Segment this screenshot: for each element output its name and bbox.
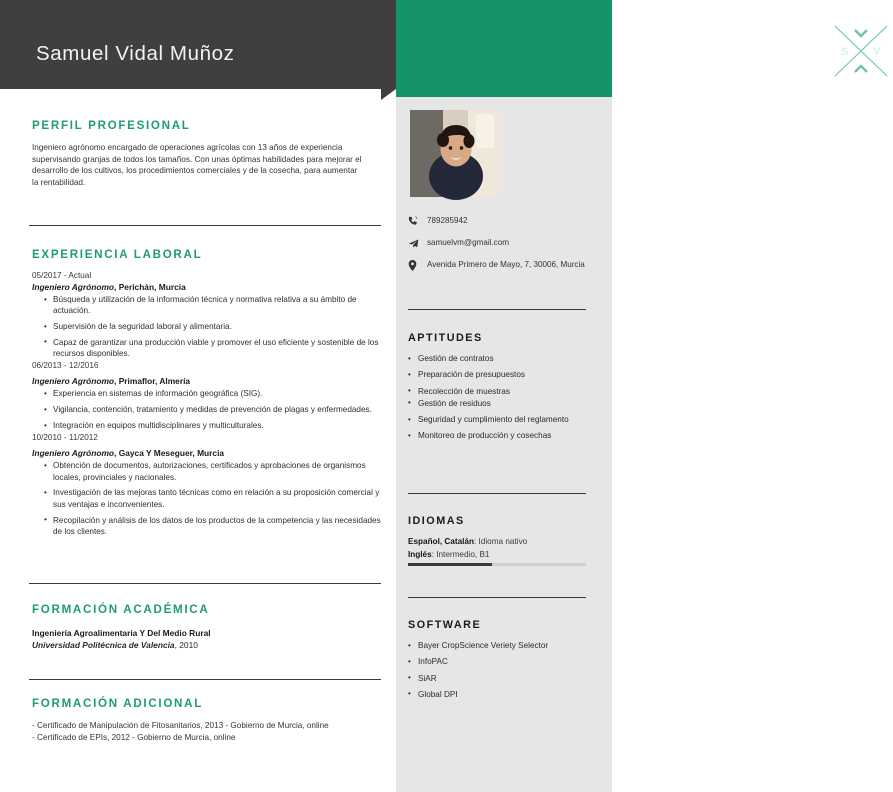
job-role: Ingeniero Agrónomo [32,448,115,459]
experience-job [32,360,384,431]
skills-heading: APTITUDES [408,332,483,344]
sidebar-divider-software [408,597,586,598]
divider-experience [29,225,381,226]
profile-heading: PERFIL PROFESIONAL [32,119,191,132]
list-item: • Experiencia en sistemas de información geográfica (SIG). [44,388,384,399]
contact-item-address[interactable] [408,259,604,271]
job-company: , Gayca Y Meseguer, Murcia [114,448,225,459]
list-item: • Bayer CropScience Veriety Selector [408,640,600,651]
additional-heading: FORMACIÓN ADICIONAL [32,697,203,710]
list-item: • Capaz de garantizar una producción viable y promover el uso eficiente y sostenible de los recursos disponibles. [44,337,384,360]
software-heading: SOFTWARE [408,619,482,631]
job-bullets [44,388,384,431]
contact-item-email[interactable] [408,237,604,249]
list-item: • SiAR [408,673,600,684]
job-bullets [44,294,384,359]
monogram-right-letter: V [873,46,881,58]
list-item: • Preparación de presupuestos [408,369,600,380]
language-level: : Intermedio, B1 [431,549,490,559]
job-role: Ingeniero Agrónomo [32,282,115,292]
additional-training-section [32,697,384,743]
divider-education [29,583,381,584]
job-role: Ingeniero Agrónomo [32,376,115,387]
phone-icon [408,215,427,226]
paper-plane-icon [408,237,427,249]
header-fold-notch [381,89,396,100]
job-date: 10/2010 - 11/2012 [32,433,98,443]
sidebar [396,97,612,792]
skills-list [408,353,600,442]
list-item: • Monitoreo de producción y cosechas [408,430,600,441]
education-section [32,603,384,651]
experience-heading: EXPERIENCIA LABORAL [32,248,203,261]
job-title [32,281,384,293]
job-date: 06/2013 - 12/2016 [32,361,99,371]
additional-line-1: - Certificado de Manipulación de Fitosanitarios, 2013 - Gobierno de Murcia, online [32,721,329,730]
language-item-spanish [408,536,600,549]
avatar [410,110,502,197]
profile-text: Ingeniero agrónomo encargado de operaciones agrícolas con 13 años de experiencia supervisando granjas de todos los tamaños. Con unas óptimas habilidades para mejorar el desarrollo de los cultivos, los procedimientos comerciales y de la cosecha, para aumentar la rentabilidad. [32,143,362,187]
job-date: 05/2017 - Actual [32,271,92,280]
language-level: : Idioma nativo [473,537,528,546]
job-company: , Primaflor, Almería [114,376,191,387]
list-item: • Global DPI [408,689,600,700]
software-section [408,619,600,705]
education-university-line [32,639,384,651]
education-year: , 2010 [174,640,198,650]
contact-email-value: samuelvm@gmail.com [427,237,509,247]
job-company: , Perichán, Murcia [114,282,186,292]
contact-phone-value: 789285942 [427,216,468,225]
experience-section [32,248,384,542]
language-progress-fill [408,563,492,566]
skills-section [408,332,600,447]
sidebar-divider-languages [408,493,586,494]
list-item: • Gestión de residuos [408,398,600,409]
header-accent-band [396,0,881,97]
divider-additional [29,679,381,680]
language-item-english [408,549,600,562]
language-progress-bar [408,563,586,566]
profile-section [32,119,384,188]
education-degree: Ingeniería Agroalimentaria Y Del Medio Rural [32,628,211,638]
list-item: • Gestión de contratos [408,353,600,364]
list-item: • Integración en equipos multidisciplinares y multiculturales. [44,420,384,431]
list-item: • Seguridad y cumplimiento del reglamento [408,414,600,425]
education-heading: FORMACIÓN ACADÉMICA [32,603,210,616]
contact-item-phone[interactable] [408,215,604,227]
job-bullets [44,460,384,537]
list-item: • Vigilancia, contención, tratamiento y medidas de prevención de plagas y enfermedades. [44,404,384,415]
language-name: Inglés [408,549,432,559]
contact-address-value: Avenida Primero de Mayo, 7, 30006, Murcia [427,259,585,269]
job-title [32,447,384,459]
list-item: • Recopilación y análisis de los datos de los productos de la competencia y las necesidades de los clientes. [44,515,384,538]
page-title: Samuel Vidal Muñoz [36,42,235,65]
list-item: • Recolección de muestras [408,386,600,397]
experience-job [32,270,384,359]
list-item: • InfoPAC [408,656,600,667]
additional-line-2: - Certificado de EPIs, 2012 - Gobierno de Murcia, online [32,732,236,742]
list-item: • Supervisión de la seguridad laboral y alimentaria. [44,321,384,332]
language-name: Español, Catalán [408,537,474,546]
list-item: • Búsqueda y utilización de la información técnica y normativa relativa a su ámbito de actuación. [44,294,384,317]
software-list [408,640,600,700]
list-item: • Obtención de documentos, autorizaciones, certificados y aprobaciones de organismos locales, provinciales y nacionales. [44,460,384,483]
monogram-left-letter: S [841,46,849,58]
contact-list [408,215,604,281]
job-title [32,375,384,387]
monogram-logo [829,22,893,80]
languages-heading: IDIOMAS [408,515,465,527]
map-pin-icon [408,259,427,271]
list-item: • Investigación de las mejoras tanto técnicas como en relación a su proposición comercial y sus ventajas e inconvenientes. [44,487,384,510]
experience-job [32,432,384,537]
education-university: Universidad Politécnica de Valencia [32,640,175,650]
languages-section [408,515,600,566]
sidebar-divider-skills [408,309,586,310]
